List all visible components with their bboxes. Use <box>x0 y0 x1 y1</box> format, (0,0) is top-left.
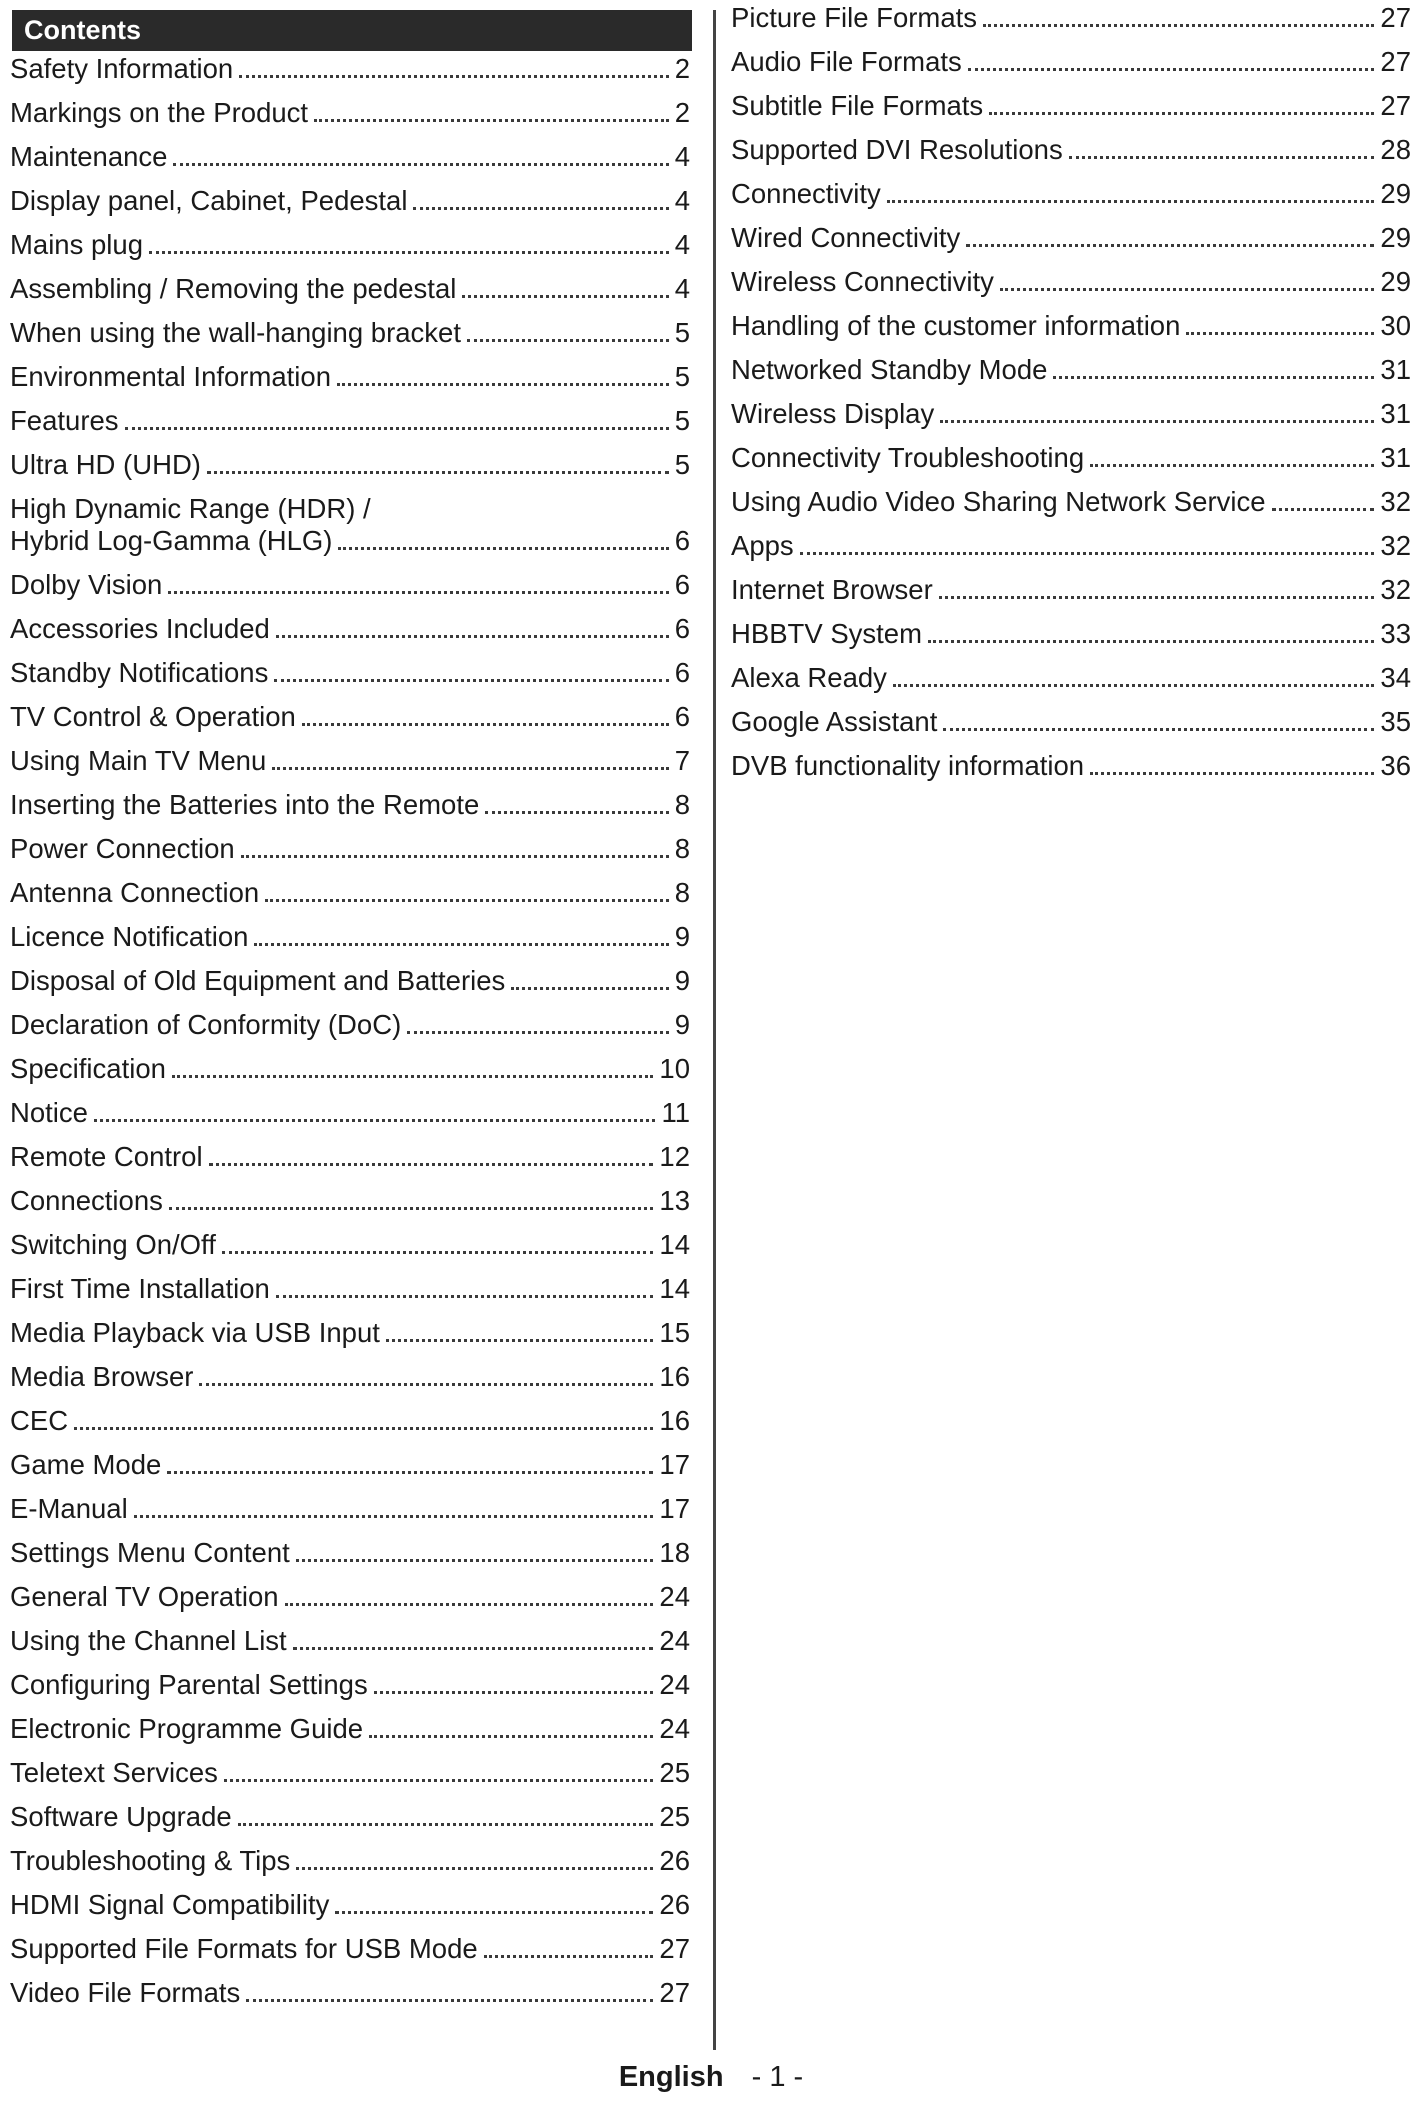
toc-entry-page: 26 <box>659 1845 690 1876</box>
dot-leader <box>983 24 1374 27</box>
toc-entry-page: 25 <box>659 1801 690 1832</box>
toc-entry-page: 27 <box>1380 90 1411 121</box>
toc-entry-label: Markings on the Product <box>10 97 309 128</box>
toc-entry[interactable] <box>10 613 690 645</box>
toc-entry-page: 17 <box>659 1449 690 1480</box>
dot-leader <box>241 855 669 858</box>
dot-leader <box>173 163 668 166</box>
toc-entry-page: 4 <box>674 273 690 304</box>
dot-leader <box>374 1691 654 1694</box>
toc-entry-page: 24 <box>659 1625 690 1656</box>
toc-entry-label-line1: High Dynamic Range (HDR) / <box>10 493 371 524</box>
toc-entry[interactable] <box>731 486 1411 518</box>
toc-entry-page: 31 <box>1380 398 1411 429</box>
toc-entry-label: Using Main TV Menu <box>10 745 267 776</box>
toc-entry-label: Safety Information <box>10 53 234 84</box>
toc-entry-page: 32 <box>1380 530 1411 561</box>
toc-entry[interactable] <box>10 1141 690 1173</box>
toc-entry-label: Antenna Connection <box>10 877 260 908</box>
dot-leader <box>238 1823 654 1826</box>
dot-leader <box>1090 772 1374 775</box>
toc-entry[interactable] <box>731 46 1411 78</box>
toc-entry[interactable] <box>10 141 690 173</box>
toc-entry-page: 34 <box>1380 662 1411 693</box>
toc-entry-page: 14 <box>659 1229 690 1260</box>
toc-entry[interactable] <box>731 618 1411 650</box>
toc-right-column <box>731 2 1411 794</box>
toc-entry[interactable] <box>731 398 1411 430</box>
toc-entry-label: Media Browser <box>10 1361 194 1392</box>
toc-entry[interactable] <box>731 530 1411 562</box>
toc-entry-label: Alexa Ready <box>731 662 887 693</box>
dot-leader <box>74 1427 653 1430</box>
toc-entry-label: Hybrid Log-Gamma (HLG) <box>10 525 333 556</box>
toc-entry-page: 2 <box>674 53 690 84</box>
dot-leader <box>413 207 668 210</box>
toc-entry-page: 6 <box>674 569 690 600</box>
toc-entry-page: 24 <box>659 1713 690 1744</box>
toc-entry-page: 8 <box>674 833 690 864</box>
toc-entry[interactable] <box>10 1229 690 1261</box>
toc-entry-label: Software Upgrade <box>10 1801 232 1832</box>
toc-entry-label: Picture File Formats <box>731 2 978 33</box>
toc-entry-label: General TV Operation <box>10 1581 279 1612</box>
toc-entry[interactable] <box>10 1097 690 1129</box>
dot-leader <box>386 1339 653 1342</box>
toc-entry[interactable] <box>10 53 690 85</box>
toc-entry-label: Audio File Formats <box>731 46 962 77</box>
toc-entry[interactable] <box>10 361 690 393</box>
dot-leader <box>239 75 669 78</box>
toc-entry[interactable] <box>10 493 690 557</box>
toc-entry-label: Declaration of Conformity (DoC) <box>10 1009 402 1040</box>
toc-entry-page: 36 <box>1380 750 1411 781</box>
toc-entry[interactable] <box>731 574 1411 606</box>
toc-entry-label: Wireless Connectivity <box>731 266 994 297</box>
dot-leader <box>943 728 1374 731</box>
toc-entry[interactable] <box>10 745 690 777</box>
dot-leader <box>800 552 1375 555</box>
toc-entry-page: 32 <box>1380 486 1411 517</box>
toc-entry-label: Maintenance <box>10 141 168 172</box>
toc-entry-label: Networked Standby Mode <box>731 354 1048 385</box>
column-divider <box>713 10 716 2050</box>
toc-entry[interactable] <box>10 1933 690 1965</box>
toc-entry[interactable] <box>10 569 690 601</box>
footer-page-number: - 1 - <box>751 2061 804 2093</box>
toc-entry-label: First Time Installation <box>10 1273 270 1304</box>
dot-leader <box>407 1031 668 1034</box>
toc-entry-label: Supported File Formats for USB Mode <box>10 1933 478 1964</box>
toc-entry-page: 32 <box>1380 574 1411 605</box>
toc-entry-label: DVB functionality information <box>731 750 1085 781</box>
toc-entry-page: 5 <box>674 405 690 436</box>
page-footer <box>0 2059 1422 2095</box>
toc-entry-label: E-Manual <box>10 1493 128 1524</box>
toc-entry-label: Game Mode <box>10 1449 162 1480</box>
toc-entry-label: Connections <box>10 1185 163 1216</box>
toc-entry-page: 26 <box>659 1889 690 1920</box>
footer-language: English <box>618 2061 724 2093</box>
toc-entry-label: Accessories Included <box>10 613 270 644</box>
toc-entry-label: Settings Menu Content <box>10 1537 290 1568</box>
toc-entry-page: 6 <box>674 525 690 556</box>
dot-leader <box>274 679 668 682</box>
toc-entry-label: Power Connection <box>10 833 235 864</box>
dot-leader <box>149 251 669 254</box>
dot-leader <box>1069 156 1375 159</box>
toc-entry[interactable] <box>10 833 690 865</box>
toc-entry[interactable] <box>731 2 1411 34</box>
toc-entry-label: Using the Channel List <box>10 1625 287 1656</box>
dot-leader <box>167 1471 653 1474</box>
toc-entry-label: Notice <box>10 1097 88 1128</box>
toc-entry-label: TV Control & Operation <box>10 701 296 732</box>
toc-entry-page: 9 <box>674 921 690 952</box>
toc-entry[interactable] <box>731 750 1411 782</box>
toc-entry[interactable] <box>10 1801 690 1833</box>
toc-entry-page: 31 <box>1380 442 1411 473</box>
dot-leader <box>939 596 1375 599</box>
toc-entry-label: Using Audio Video Sharing Network Service <box>731 486 1266 517</box>
toc-entry[interactable] <box>10 1361 690 1393</box>
toc-entry-page: 6 <box>674 701 690 732</box>
toc-entry-page: 18 <box>659 1537 690 1568</box>
toc-entry[interactable] <box>731 222 1411 254</box>
toc-entry-page: 2 <box>674 97 690 128</box>
toc-entry[interactable] <box>10 1185 690 1217</box>
toc-entry-page: 31 <box>1380 354 1411 385</box>
toc-entry-page: 5 <box>674 361 690 392</box>
toc-entry[interactable] <box>10 1845 690 1877</box>
toc-entry[interactable] <box>731 354 1411 386</box>
dot-leader <box>296 1559 654 1562</box>
toc-entry-page: 5 <box>674 449 690 480</box>
toc-entry-page: 9 <box>674 965 690 996</box>
toc-entry-label: Wired Connectivity <box>731 222 961 253</box>
dot-leader <box>94 1119 655 1122</box>
toc-entry[interactable] <box>731 706 1411 738</box>
toc-entry-page: 24 <box>659 1669 690 1700</box>
dot-leader <box>1000 288 1375 291</box>
toc-entry-page: 29 <box>1380 178 1411 209</box>
toc-entry-page: 15 <box>659 1317 690 1348</box>
toc-entry-page: 25 <box>659 1757 690 1788</box>
dot-leader <box>199 1383 653 1386</box>
dot-leader <box>928 640 1374 643</box>
toc-entry-label: Internet Browser <box>731 574 933 605</box>
toc-entry[interactable] <box>10 1449 690 1481</box>
toc-entry-label: Display panel, Cabinet, Pedestal <box>10 185 408 216</box>
toc-entry-label: Wireless Display <box>731 398 935 429</box>
dot-leader <box>893 684 1374 687</box>
dot-leader <box>134 1515 654 1518</box>
toc-entry-label: Mains plug <box>10 229 143 260</box>
toc-entry[interactable] <box>731 178 1411 210</box>
toc-entry-page: 16 <box>659 1405 690 1436</box>
toc-entry[interactable] <box>10 1317 690 1349</box>
dot-leader <box>224 1779 654 1782</box>
toc-entry-page: 29 <box>1380 266 1411 297</box>
toc-entry-label: Environmental Information <box>10 361 331 392</box>
toc-entry-label: Assembling / Removing the pedestal <box>10 273 457 304</box>
toc-entry-label: Configuring Parental Settings <box>10 1669 368 1700</box>
toc-entry-page: 10 <box>659 1053 690 1084</box>
dot-leader <box>276 635 669 638</box>
toc-left-column <box>10 53 690 2021</box>
dot-leader <box>968 68 1375 71</box>
toc-entry[interactable] <box>10 1757 690 1789</box>
toc-entry-label: Licence Notification <box>10 921 249 952</box>
toc-entry-label: Supported DVI Resolutions <box>731 134 1063 165</box>
dot-leader <box>369 1735 653 1738</box>
toc-entry-label: Switching On/Off <box>10 1229 216 1260</box>
toc-entry-label: CEC <box>10 1405 69 1436</box>
toc-entry-page: 27 <box>1380 46 1411 77</box>
dot-leader <box>467 339 669 342</box>
toc-entry-label: Inserting the Batteries into the Remote <box>10 789 480 820</box>
dot-leader <box>1272 508 1375 511</box>
toc-entry[interactable] <box>731 266 1411 298</box>
dot-leader <box>337 383 669 386</box>
dot-leader <box>285 1603 654 1606</box>
toc-entry[interactable] <box>10 1273 690 1305</box>
toc-entry-label: Electronic Programme Guide <box>10 1713 364 1744</box>
dot-leader <box>887 200 1375 203</box>
toc-entry-page: 5 <box>674 317 690 348</box>
toc-entry-label: Dolby Vision <box>10 569 163 600</box>
dot-leader <box>254 943 668 946</box>
toc-entry[interactable] <box>731 442 1411 474</box>
dot-leader <box>222 1251 654 1254</box>
toc-entry-label: Disposal of Old Equipment and Batteries <box>10 965 506 996</box>
dot-leader <box>1186 332 1374 335</box>
toc-entry[interactable] <box>10 1977 690 2009</box>
toc-entry-page: 7 <box>674 745 690 776</box>
dot-leader <box>207 471 669 474</box>
dot-leader <box>293 1647 654 1650</box>
dot-leader <box>511 987 668 990</box>
toc-entry-page: 28 <box>1380 134 1411 165</box>
toc-entry-page: 6 <box>674 657 690 688</box>
toc-entry-page: 16 <box>659 1361 690 1392</box>
dot-leader <box>484 1955 654 1958</box>
toc-entry-label: Standby Notifications <box>10 657 269 688</box>
toc-entry-page: 8 <box>674 877 690 908</box>
dot-leader <box>265 899 668 902</box>
dot-leader <box>314 119 669 122</box>
toc-entry[interactable] <box>10 405 690 437</box>
toc-entry-page: 33 <box>1380 618 1411 649</box>
toc-entry-page: 4 <box>674 141 690 172</box>
dot-leader <box>302 723 669 726</box>
toc-entry[interactable] <box>10 449 690 481</box>
dot-leader <box>276 1295 654 1298</box>
toc-entry[interactable] <box>10 701 690 733</box>
toc-entry[interactable] <box>10 1713 690 1745</box>
toc-entry-page: 29 <box>1380 222 1411 253</box>
toc-entry[interactable] <box>10 1669 690 1701</box>
toc-entry[interactable] <box>10 273 690 305</box>
toc-entry[interactable] <box>10 1889 690 1921</box>
toc-entry-page: 27 <box>1380 2 1411 33</box>
toc-entry-page: 24 <box>659 1581 690 1612</box>
toc-entry[interactable] <box>10 1493 690 1525</box>
toc-entry-page: 12 <box>659 1141 690 1172</box>
toc-entry-page: 27 <box>659 1977 690 2008</box>
toc-entry-page: 8 <box>674 789 690 820</box>
toc-entry-page: 27 <box>659 1933 690 1964</box>
toc-entry-label: Connectivity <box>731 178 881 209</box>
toc-entry[interactable] <box>10 789 690 821</box>
toc-entry-page: 6 <box>674 613 690 644</box>
toc-entry[interactable] <box>10 229 690 261</box>
toc-entry-page: 30 <box>1380 310 1411 341</box>
dot-leader <box>335 1911 653 1914</box>
dot-leader <box>1090 464 1374 467</box>
toc-entry-label: Handling of the customer information <box>731 310 1181 341</box>
toc-entry-page: 35 <box>1380 706 1411 737</box>
toc-entry-label: HBBTV System <box>731 618 923 649</box>
toc-entry-label: Video File Formats <box>10 1977 241 2008</box>
toc-entry[interactable] <box>10 877 690 909</box>
dot-leader <box>246 1999 653 2002</box>
toc-entry[interactable] <box>731 310 1411 342</box>
dot-leader <box>338 547 668 550</box>
toc-entry-label: Connectivity Troubleshooting <box>731 442 1085 473</box>
toc-entry[interactable] <box>10 1625 690 1657</box>
toc-entry[interactable] <box>731 90 1411 122</box>
toc-entry[interactable] <box>10 1009 690 1041</box>
dot-leader <box>296 1867 653 1870</box>
toc-entry-page: 4 <box>674 185 690 216</box>
toc-entry-label: When using the wall-hanging bracket <box>10 317 461 348</box>
toc-entry[interactable] <box>731 662 1411 694</box>
toc-entry[interactable] <box>10 97 690 129</box>
toc-entry-page: 9 <box>674 1009 690 1040</box>
toc-entry-label: Troubleshooting & Tips <box>10 1845 291 1876</box>
toc-entry-page: 4 <box>674 229 690 260</box>
dot-leader <box>966 244 1374 247</box>
dot-leader <box>168 591 668 594</box>
toc-entry-label: Teletext Services <box>10 1757 218 1788</box>
toc-entry[interactable] <box>10 1053 690 1085</box>
dot-leader <box>272 767 668 770</box>
toc-entry-page: 11 <box>661 1097 690 1128</box>
toc-entry-page: 17 <box>659 1493 690 1524</box>
dot-leader <box>1053 376 1374 379</box>
toc-entry[interactable] <box>10 1581 690 1613</box>
dot-leader <box>940 420 1374 423</box>
dot-leader <box>989 112 1374 115</box>
dot-leader <box>125 427 669 430</box>
dot-leader <box>462 295 668 298</box>
toc-entry-label: Ultra HD (UHD) <box>10 449 201 480</box>
toc-entry-label: Features <box>10 405 119 436</box>
toc-entry[interactable] <box>10 1405 690 1437</box>
toc-entry-label: Remote Control <box>10 1141 203 1172</box>
contents-heading: Contents <box>12 10 692 51</box>
toc-entry-page: 13 <box>659 1185 690 1216</box>
toc-entry-label: Media Playback via USB Input <box>10 1317 380 1348</box>
toc-entry-label: HDMI Signal Compatibility <box>10 1889 330 1920</box>
toc-entry-page: 14 <box>659 1273 690 1304</box>
toc-entry[interactable] <box>10 1537 690 1569</box>
toc-entry[interactable] <box>731 134 1411 166</box>
toc-entry-label: Subtitle File Formats <box>731 90 984 121</box>
toc-entry[interactable] <box>10 657 690 689</box>
dot-leader <box>209 1163 654 1166</box>
dot-leader <box>169 1207 654 1210</box>
toc-entry[interactable] <box>10 185 690 217</box>
toc-entry-label: Specification <box>10 1053 166 1084</box>
dot-leader <box>485 811 668 814</box>
toc-entry-label: Google Assistant <box>731 706 938 737</box>
dot-leader <box>172 1075 653 1078</box>
toc-entry-label: Apps <box>731 530 794 561</box>
toc-entry[interactable] <box>10 317 690 349</box>
toc-entry[interactable] <box>10 921 690 953</box>
toc-entry[interactable] <box>10 965 690 997</box>
